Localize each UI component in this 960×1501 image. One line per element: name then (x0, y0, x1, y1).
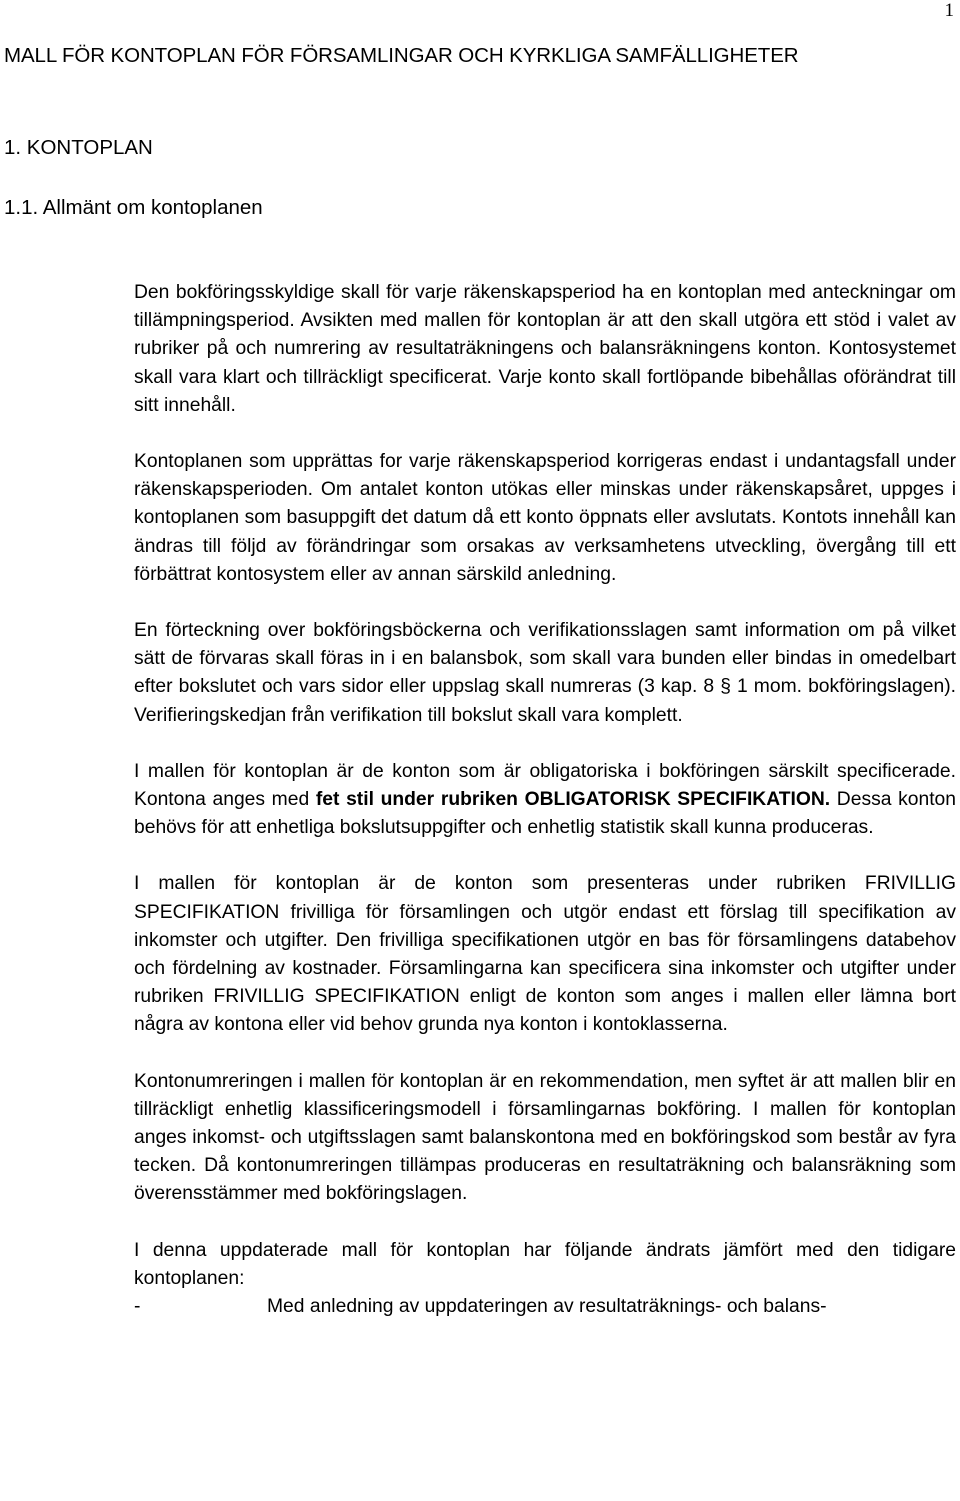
list-bullet: - (134, 1296, 141, 1318)
page-number: 1 (944, 0, 954, 21)
paragraph-mandatory-text-start: I mallen för kontoplan är de konton som är obligatoriska i bokföringen särskilt specificerade. Kontona anges med (134, 760, 956, 811)
paragraph-mandatory-text-end: Dessa konton behövs för att enhetliga bokslutsuppgifter och enhetlig statistik skall kunna produceras. (134, 789, 956, 839)
body-text (134, 279, 956, 1318)
paragraph-mandatory-bold: fet stil under rubriken OBLIGATORISK SPECIFIKATION. (315, 789, 831, 811)
paragraph-mandatory-specification (134, 758, 956, 843)
paragraph-account-numbering: Kontonumreringen i mallen för kontoplan är en rekommendation, men syftet är att mallen blir en tillräckligt enhetlig klassificeringsmodell i församlingarnas bokföring. I mallen för kontoplan anges inkomst- och utgiftsslagen samt balanskontona med en bokföringskod som består av fyra tecken. Då kontonumreringen tillämpas produceras en resultaträkning och balansräkning som överensstämmer med bokföringslagen. (134, 1070, 956, 1205)
list-item-text: Med anledning av uppdateringen av resultaträknings- och balans- (267, 1296, 827, 1318)
paragraph-chart-corrections: Kontoplanen som upprättas for varje räkenskapsperiod korrigeras endast i undantagsfall under räkenskapsperioden. Om antalet konton utökas eller minskas under räkenskapsåret, uppges i kontoplanen som basuppgift det datum då ett konto öppnats eller avslutats. Kontots innehåll kan ändras till följd av förändringar som orsakas av verksamhetens utveckling, övergång till ett förbättrat kontosystem eller av annan särskild anledning. (134, 451, 956, 585)
paragraph-voluntary-specification: I mallen för kontoplan är de konton som presenteras under rubriken FRIVILLIG SPECIFIKATION frivilliga för församlingen och utgör endast ett förslag till specifikation av inkomster och utgifter. Den frivilliga specifikationen utgör en bas för församlingens databehov och fördelning av kostnader. Församlingarna kan specificera sina inkomster och utgifter under rubriken FRIVILLIG SPECIFIKATION enligt de konton som anges i mallen eller lämna bort några av kontona eller vid behov grunda nya konton i kontoklasserna. (134, 873, 956, 1036)
section-heading: 1. KONTOPLAN (4, 136, 153, 159)
document-title: MALL FÖR KONTOPLAN FÖR FÖRSAMLINGAR OCH KYRKLIGA SAMFÄLLIGHETER (4, 44, 799, 67)
paragraph-changes-intro: I denna uppdaterade mall för kontoplan har följande ändrats jämfört med den tidigare kontoplanen: (134, 1239, 956, 1289)
paragraph-balance-book: En förteckning over bokföringsböckerna och verifikationsslagen samt information om på vilket sätt de förvaras skall föras in i en balansbok, som skall vara bunden eller bindas in omedelbart efter bokslutet och vars sidor eller uppslag skall numreras (3 kap. 8 § 1 mom. bokföringslagen). Verifieringskedjan från verifikation till bokslut skall vara komplett. (134, 620, 956, 726)
subsection-heading: 1.1. Allmänt om kontoplanen (4, 196, 263, 219)
paragraph-bookkeeping-obligation: Den bokföringsskyldige skall för varje räkenskapsperiod ha en kontoplan med anteckningar om tillämpningsperiod. Avsikten med mallen för kontoplan är att den skall utgöra ett stöd i valet av rubriker på och numrering av resultaträkningens och balansräkningens konton. Kontosystemet skall vara klart och tillräckligt specificerat. Varje konto skall fortlöpande bibehållas oförändrat till sitt innehåll. (134, 282, 956, 416)
